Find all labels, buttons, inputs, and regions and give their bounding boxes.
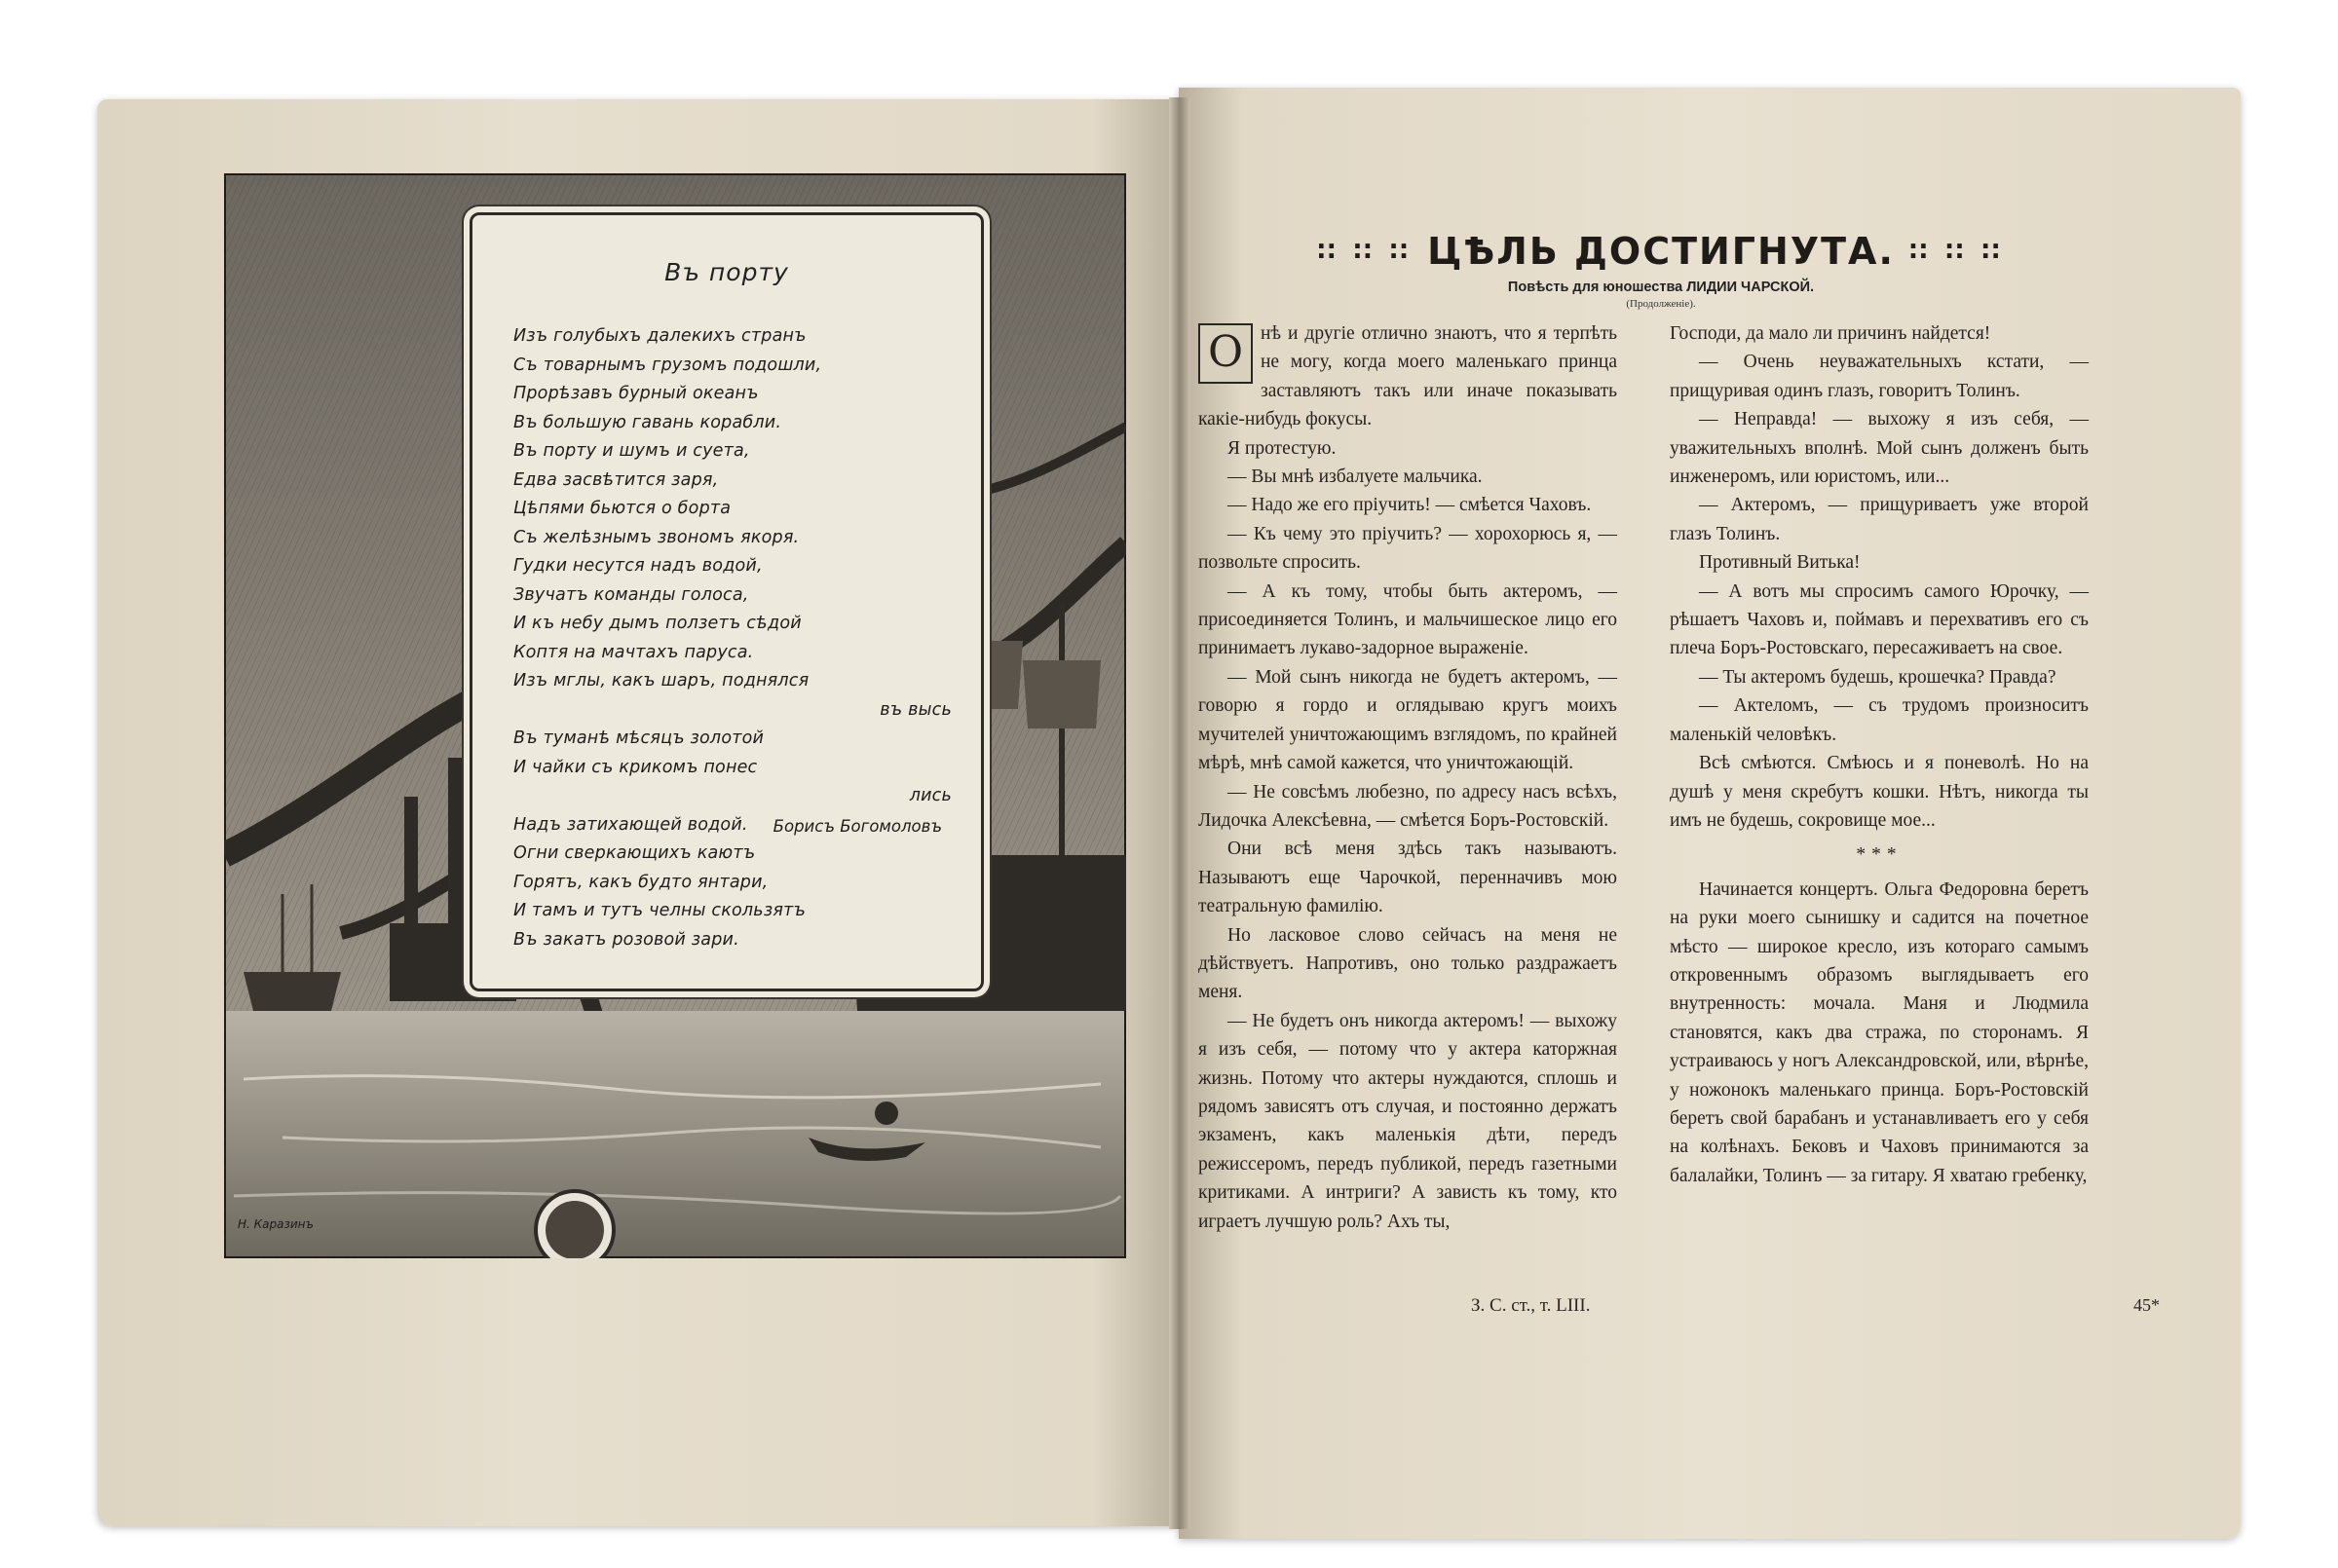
poem-line: въ высь	[880, 699, 952, 720]
chapter-title: ЦѢЛЬ ДОСТИГНУТА.	[1427, 230, 1895, 273]
paragraph: Но ласковое слово сейчасъ на меня не дѣйствуетъ. Напротивъ, оно только раздражаетъ меня.	[1198, 924, 1617, 1003]
poem-line: Надъ затихающей водой.	[513, 814, 748, 835]
artist-signature: Н. Каразинъ	[238, 1217, 314, 1231]
continued-label: (Продолженіе).	[1626, 298, 1696, 310]
text-column-right	[1670, 319, 2089, 1190]
paragraph: — Очень неуважательныхъ кстати, — прищуривая одинъ глазъ, говоритъ Толинъ.	[1670, 352, 2089, 401]
chapter-title-row	[1198, 230, 2124, 273]
poem-line: Изъ голубыхъ далекихъ странъ	[513, 326, 807, 346]
paragraph: — Надо же его пріучить! — смѣется Чаховъ.	[1227, 495, 1592, 516]
poem-line: Въ закатъ розовой зари.	[513, 929, 739, 950]
poem-line: Съ товарнымъ грузомъ подошли,	[513, 355, 822, 375]
poem-line: Съ желѣзнымъ звономъ якоря.	[513, 527, 800, 547]
paragraph: Начинается концертъ. Ольга Федоровна беретъ на руки моего сынишку и садится на почетное мѣсто — широкое кресло, изъ котораго самымъ откровеннымъ образомъ выглядываетъ его внутренность: мочала. Маня и Людмила становятся, какъ два стража, по сторонамъ. Я устраиваюсь у ногъ Александровской, или, вѣрнѣе, у ножонокъ маленькаго принца. Боръ-Ростовскій беретъ свой барабанъ и устанавливаетъ его у себя на колѣнахъ. Бековъ и Чаховъ принимаются за балалайки, Толинъ — за гитару. Я хватаю гребенку,	[1670, 878, 2089, 1186]
paragraph: — А къ тому, чтобы быть актеромъ, — присоединяется Толинъ, и мальчишеское лицо его принимаетъ лукаво-задорное выраженіе.	[1198, 580, 1617, 659]
poem-line: Звучатъ команды голоса,	[513, 584, 749, 605]
poem-line: Изъ мглы, какъ шаръ, поднялся	[513, 671, 810, 691]
poem-panel	[470, 212, 984, 991]
poem-line: Огни сверкающихъ каютъ	[513, 843, 756, 863]
chapter-subtitle: Повѣсть для юношества ЛИДИИ ЧАРСКОЙ.	[1507, 280, 1815, 295]
paragraph: — Неправда! — выхожу я изъ себя, — уважительныхъ вполнѣ. Мой сынъ долженъ быть инженеромъ, или юристомъ, или...	[1670, 409, 2089, 488]
poem-line: лись	[909, 786, 952, 805]
title-ornament-right: ∷ ∷ ∷	[1909, 238, 2005, 267]
paragraph: — Къ чему это пріучить? — хорохорюсь я, — позвольте спросить.	[1198, 523, 1617, 574]
poem-title: Въ порту	[664, 258, 789, 286]
title-ornament-left: ∷ ∷ ∷	[1317, 238, 1413, 267]
poem-line: Въ большую гавань корабли.	[513, 412, 782, 432]
paragraph	[1198, 319, 1617, 434]
paragraph: Господи, да мало ли причинъ найдется!	[1670, 323, 1991, 344]
page-number: 45*	[2133, 1295, 2160, 1315]
paragraph: — Актеромъ, — прищуриваетъ уже второй глазъ Толинъ.	[1670, 495, 2089, 544]
paragraph: Они всѣ меня здѣсь такъ называютъ. Называютъ еще Чарочкой, перенначивъ мою театральную фамилію.	[1198, 839, 1617, 917]
poem-line: Въ порту и шумъ и суета,	[513, 441, 750, 461]
paragraph: — Не будетъ онъ никогда актеромъ! — выхожу я изъ себя, — потому что у актера каторжная жизнь. Потому что актеры нуждаются, сплошь и рядомъ зависятъ отъ случая, и постоянно держатъ экзаменъ, какъ маленькія дѣти, передъ режиссеромъ, передъ публикой, передъ газетными критиками. А интриги? А зависть къ тому, кто играетъ лучшую роль? Ахъ ты,	[1198, 1010, 1617, 1232]
poem-line: Цѣпями бьются о борта	[513, 499, 732, 518]
poem-line: Горятъ, какъ будто янтари,	[513, 872, 769, 892]
paragraph: — Мой сынъ никогда не будетъ актеромъ, — говорю я гордо и оглядываю кругъ моихъ мучителей уничтожающимъ взглядомъ, по крайней мѣрѣ, мнѣ самой кажется, что уничтожающій.	[1198, 666, 1617, 774]
paragraph: Противный Витька!	[1699, 552, 1861, 574]
poem-line: Едва засвѣтится заря,	[513, 469, 719, 490]
footer-signature: З. С. ст., т. LIII.	[1471, 1295, 1591, 1316]
paragraph: — Актеломъ, — съ трудомъ произноситъ маленькій человѣкъ.	[1670, 695, 2089, 745]
text-column-left	[1198, 319, 1617, 1236]
poem-line: Прорѣзавъ бурный океанъ	[513, 384, 759, 403]
paragraph: — Вы мнѣ избалуете мальчика.	[1227, 467, 1483, 488]
paragraph: — А вотъ мы спросимъ самого Юрочку, — рѣшаетъ Чаховъ и, поймавъ и перехвативъ его съ плеча Боръ-Ростовскаго, пересаживаетъ на свое.	[1670, 580, 2089, 659]
paragraph-text: нѣ и другіе отлично знаютъ, что я терпѣть не могу, когда моего маленькаго принца заставляютъ такъ или иначе показывать какіе-нибудь фокусы.	[1198, 323, 1617, 430]
paragraph: — Не совсѣмъ любезно, по адресу насъ всѣхъ, Лидочка Алексѣевна, — смѣется Боръ-Ростовскій.	[1198, 781, 1617, 831]
section-break: ***	[1856, 844, 1903, 866]
poem-author: Борисъ Богомоловъ	[773, 817, 942, 836]
paragraph: Я протестую.	[1227, 437, 1337, 459]
poem-line: Гудки несутся надъ водой,	[513, 556, 763, 576]
poem-line: Въ туманѣ мѣсяцъ золотой	[513, 728, 765, 748]
paragraph: Всѣ смѣются. Смѣюсь и я поневолѣ. Но на душѣ у меня скребутъ кошки. Нѣтъ, никогда ты имъ не будешь, сокровище мое...	[1670, 753, 2089, 831]
poem-line: И къ небу дымъ ползетъ сѣдой	[513, 614, 802, 633]
drop-cap: О	[1198, 323, 1253, 384]
poem-line: Коптя на мачтахъ паруса.	[513, 642, 754, 662]
poem-line: И чайки съ крикомъ понес	[513, 757, 758, 777]
poem-lines	[513, 322, 962, 954]
poem-line: И тамъ и тутъ челны скользятъ	[513, 901, 807, 920]
paragraph: — Ты актеромъ будешь, крошечка? Правда?	[1699, 666, 2056, 688]
book-gutter	[1169, 97, 1190, 1529]
